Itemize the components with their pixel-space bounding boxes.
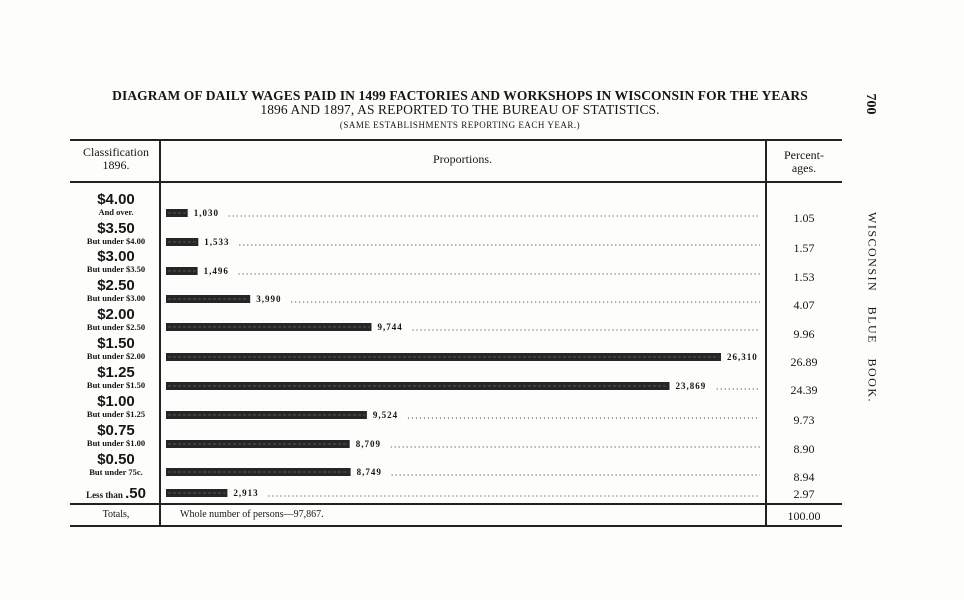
- percentage-value: 1.05: [793, 211, 815, 225]
- class-amount: .50: [125, 485, 146, 502]
- class-amount: $4.00: [97, 191, 135, 208]
- totals-note: Whole number of persons—97,867.: [180, 509, 324, 520]
- percentage-value: 9.73: [793, 413, 815, 427]
- percentage-value: 24.39: [790, 383, 818, 397]
- class-qualifier: But under $1.50: [86, 380, 146, 390]
- class-amount: $0.75: [97, 422, 135, 439]
- class-amount: $2.00: [97, 306, 135, 323]
- header-percentages-line-2: ages.: [791, 161, 817, 175]
- percentage-value: 4.07: [793, 298, 815, 312]
- bar-value-label-1: 1,533: [204, 237, 230, 247]
- class-amount: $3.50: [97, 220, 135, 237]
- title-line-1: DIAGRAM OF DAILY WAGES PAID IN 1499 FACTORIES AND WORKSHOPS IN WISCONSIN FOR THE YEARS: [112, 88, 808, 103]
- bar-value-label-0: 1,030: [193, 208, 219, 218]
- class-amount: $2.50: [97, 277, 135, 294]
- class-amount: $1.00: [97, 393, 135, 410]
- totals-label: Totals,: [102, 509, 130, 520]
- percentage-value: 2.97: [793, 487, 815, 501]
- class-qualifier: But under $4.00: [86, 236, 146, 246]
- percentage-value: 1.53: [793, 270, 815, 284]
- bar-value-label-10: 2,913: [233, 488, 259, 498]
- class-amount: $0.50: [97, 451, 135, 468]
- bar-value-label-5: 26,310: [727, 352, 758, 362]
- class-qualifier: But under $1.00: [86, 438, 146, 448]
- chart-subtitle: (SAME ESTABLISHMENTS REPORTING EACH YEAR.): [339, 120, 581, 130]
- bar-value-label-3: 3,990: [256, 294, 282, 304]
- class-qualifier: But under $2.50: [86, 322, 146, 332]
- bar-value-label-9: 8,749: [356, 467, 382, 477]
- class-qualifier: And over.: [98, 207, 134, 217]
- header-classification-label: Classification: [83, 145, 149, 159]
- class-amount: $3.00: [97, 248, 135, 265]
- wage-bar-7: [166, 411, 367, 419]
- class-qualifier: But under $3.00: [86, 293, 146, 303]
- title-line-2: 1896 AND 1897, AS REPORTED TO THE BUREAU OF STATISTICS.: [260, 102, 660, 117]
- class-amount: $1.50: [97, 335, 135, 352]
- totals-percentage: 100.00: [787, 509, 821, 523]
- percentage-value: 8.94: [793, 470, 815, 484]
- percentage-value: 9.96: [793, 327, 815, 341]
- percentage-value: 8.90: [793, 442, 815, 456]
- header-classification-year: 1896.: [102, 158, 130, 172]
- class-qualifier: But under $3.50: [86, 264, 146, 274]
- bar-value-label-4: 9,744: [377, 322, 403, 332]
- page-number: 700: [863, 93, 878, 115]
- class-amount: $1.25: [97, 364, 135, 381]
- header-percentages-line-1: Percent-: [784, 148, 824, 162]
- bar-value-label-8: 8,709: [355, 439, 381, 449]
- percentage-value: 26.89: [790, 355, 818, 369]
- class-qualifier: But under 75c.: [89, 467, 143, 477]
- class-qualifier: But under $1.25: [86, 409, 146, 419]
- running-head: WISCONSIN BLUE BOOK.: [865, 212, 880, 403]
- bar-value-label-6: 23,869: [675, 381, 707, 391]
- bar-value-label-7: 9,524: [372, 410, 399, 420]
- class-qualifier: Less than: [86, 490, 123, 500]
- class-qualifier: But under $2.00: [86, 351, 146, 361]
- percentage-value: 1.57: [793, 241, 815, 255]
- header-proportions: Proportions.: [432, 152, 492, 166]
- bar-value-label-2: 1,496: [203, 266, 229, 276]
